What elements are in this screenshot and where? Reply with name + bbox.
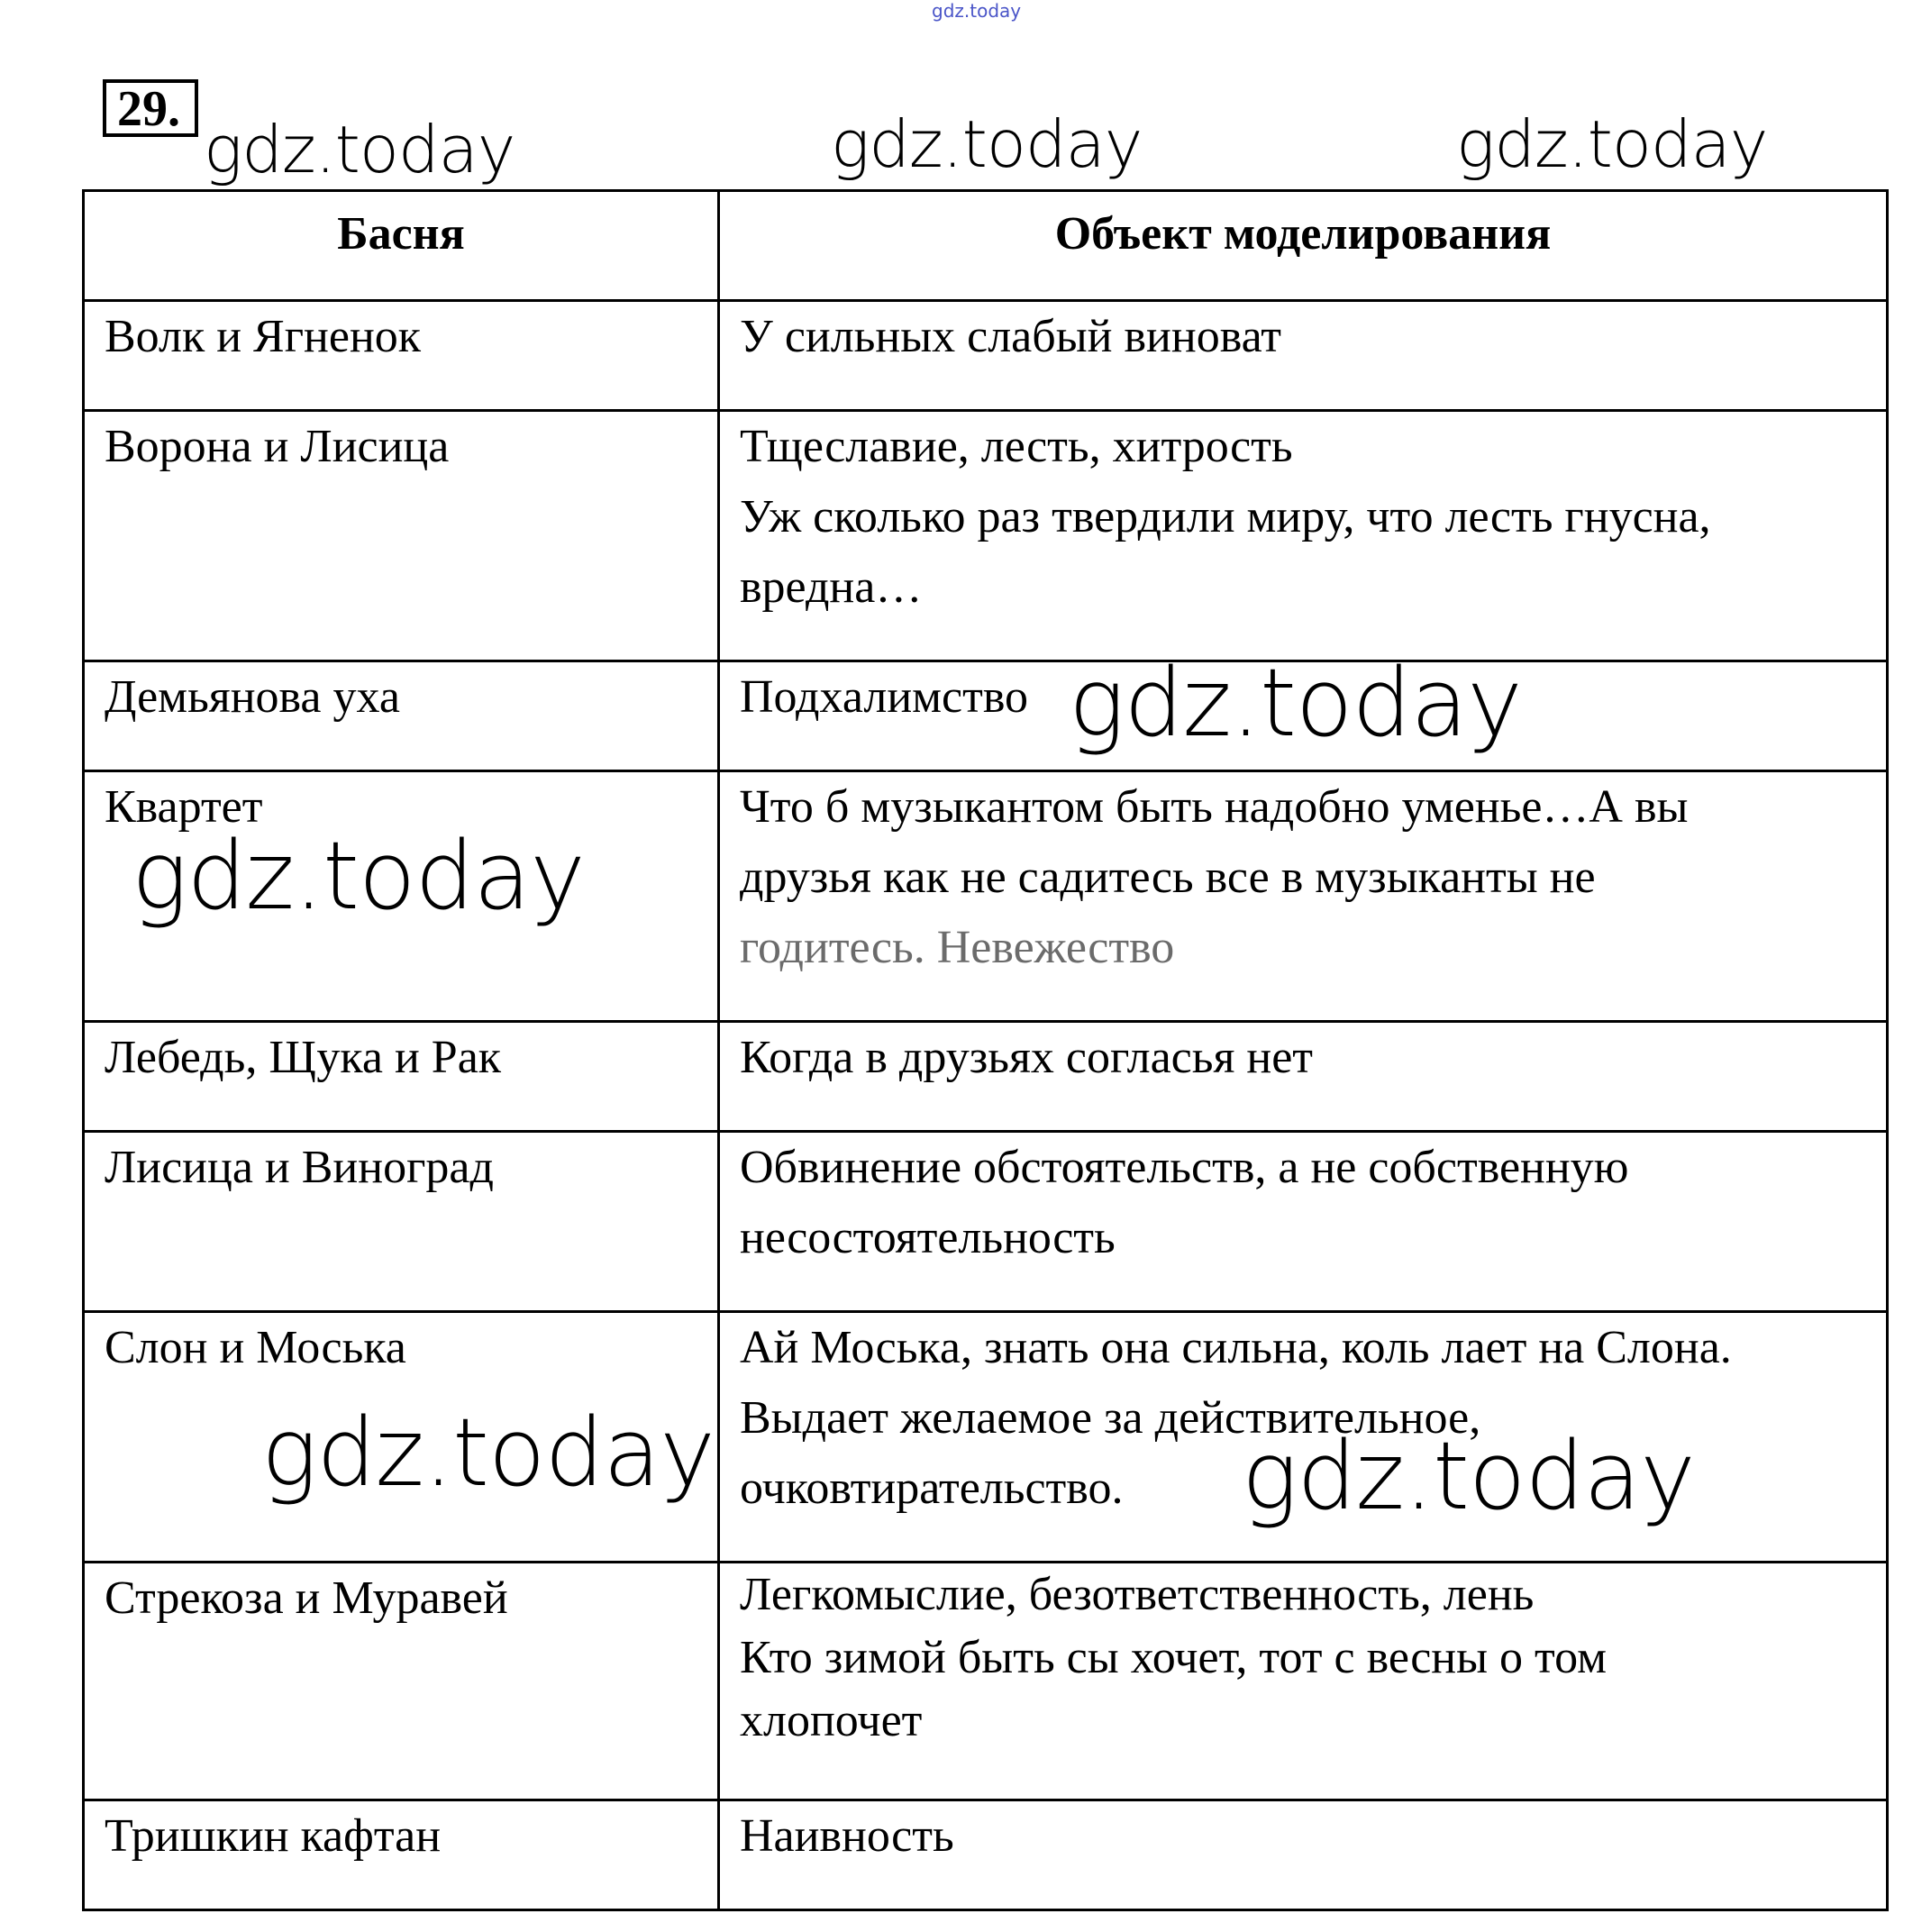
object-line: вредна…: [740, 561, 923, 613]
fable-cell: Волк и Ягненок: [84, 301, 719, 411]
object-line: Когда в друзьях согласья нет: [740, 1032, 1314, 1083]
object-line: Легкомыслие, безответственность, лень: [740, 1569, 1535, 1620]
fable-cell: Ворона и Лисица: [84, 411, 719, 661]
object-cell: [719, 771, 1888, 1022]
object-cell: [719, 1022, 1888, 1132]
table-header-row: [84, 191, 1888, 301]
object-line: Что б музыкантом быть надобно уменье…А вы: [740, 781, 1689, 833]
object-line: Кто зимой быть сы хочет, тот с весны о том: [740, 1632, 1607, 1683]
object-line: Уж сколько раз твердили миру, что лесть гнусна,: [740, 491, 1711, 542]
fable-cell: Тришкин кафтан: [84, 1800, 719, 1910]
object-cell: [719, 1800, 1888, 1910]
watermark: gdz.today: [1456, 106, 1768, 182]
object-cell: [719, 661, 1888, 771]
fable-cell: Лисица и Виноград: [84, 1132, 719, 1312]
header-object: Объект моделирования: [719, 191, 1888, 301]
object-line: Выдает желаемое за действительное,: [740, 1392, 1481, 1444]
table-row: [84, 411, 1888, 661]
object-line: друзья как не садитесь все в музыканты не: [740, 852, 1596, 903]
object-line: Ай Моська, знать она сильна, коль лает на Слона.: [740, 1322, 1732, 1373]
fables-table: [82, 189, 1889, 1911]
site-mark: gdz.today: [932, 0, 1022, 22]
table-row: [84, 1022, 1888, 1132]
table-row: [84, 661, 1888, 771]
watermark: gdz.today: [204, 112, 515, 187]
fable-cell: Демьянова уха: [84, 661, 719, 771]
table-row: [84, 1132, 1888, 1312]
object-line: очковтирательство.: [740, 1463, 1124, 1514]
watermark: gdz.today: [831, 106, 1143, 182]
watermark: gdz.today: [132, 821, 585, 931]
table-row: [84, 301, 1888, 411]
object-cell: [719, 411, 1888, 661]
object-cell: [719, 1132, 1888, 1312]
object-line: Наивность: [740, 1810, 954, 1862]
table-row: [84, 1563, 1888, 1800]
fable-cell: Лебедь, Щука и Рак: [84, 1022, 719, 1132]
object-cell: [719, 1563, 1888, 1800]
object-line: несостоятельность: [740, 1212, 1116, 1263]
fable-cell: Стрекоза и Муравей: [84, 1563, 719, 1800]
object-line: У сильных слабый виноват: [740, 311, 1282, 362]
object-line: годитесь. Невежество: [740, 922, 1175, 973]
object-line: Обвинение обстоятельств, а не собственную: [740, 1142, 1629, 1193]
object-line: хлопочет: [740, 1695, 923, 1746]
task-number: 29.: [103, 79, 198, 137]
watermark: gdz.today: [1069, 648, 1522, 758]
table-row: [84, 1800, 1888, 1910]
fable-cell: Квартет: [84, 771, 719, 1022]
table-row: [84, 1312, 1888, 1563]
object-line: Тщеславие, лесть, хитрость: [740, 421, 1293, 472]
fable-cell: Слон и Моська: [84, 1312, 719, 1563]
object-line: Подхалимство: [740, 671, 1029, 723]
object-cell: [719, 301, 1888, 411]
header-fable: Басня: [84, 191, 719, 301]
table-row: [84, 771, 1888, 1022]
watermark: gdz.today: [1242, 1421, 1695, 1531]
watermark: gdz.today: [261, 1398, 715, 1508]
object-cell: [719, 1312, 1888, 1563]
